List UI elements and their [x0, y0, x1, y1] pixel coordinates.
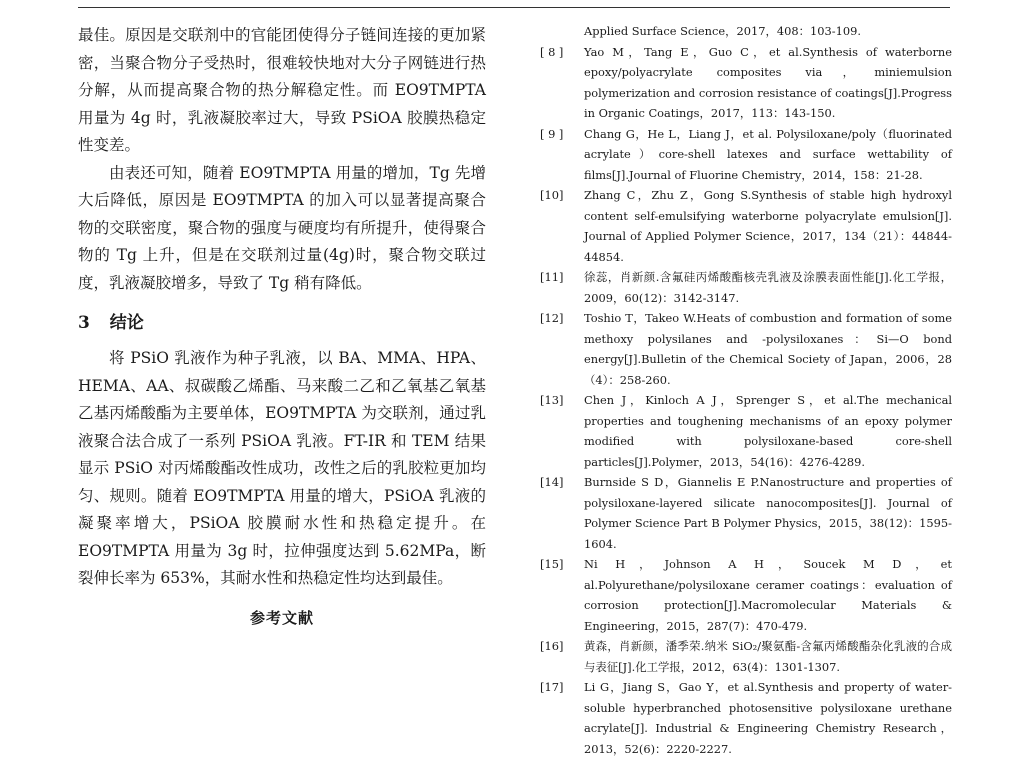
reference-number: [16]: [540, 639, 564, 653]
references-heading: 参考文献: [249, 608, 314, 627]
reference-item: [540, 185, 952, 267]
left-column: [78, 22, 486, 628]
header-rule: [78, 7, 950, 8]
reference-text: Burnside S D，Giannelis E P.Nanostructure and properties of polysiloxane-layered silicate nanocomposites[J]. Journal of Polymer Science Part B Polymer Physics，2015，38(12)：1595-1604.: [584, 475, 952, 551]
reference-number: [13]: [540, 393, 564, 407]
reference-number: [17]: [540, 680, 564, 694]
reference-number: [11]: [540, 270, 564, 284]
reference-text: 黄森，肖新颜，潘季荣.纳米 SiO₂/聚氨酯-含氟丙烯酸酯杂化乳液的合成与表征[J].化工学报，2012，63(4)：1301-1307.: [584, 639, 952, 674]
reference-text: 徐蕊，肖新颜.含氟硅丙烯酸酯核壳乳液及涂膜表面性能[J].化工学报，2009，60(12)：3142-3147.: [584, 270, 952, 305]
reference-item: [540, 267, 952, 308]
body-paragraph: 由表还可知，随着 EO9TMPTA 用量的增加，Tg 先增大后降低，原因是 EO9TMPTA 的加入可以显著提高聚合物的交联密度，聚合物的强度与硬度均有所提升，使得聚合物的 Tg 上升，但是在交联剂过量(4g)时，聚合物交联过度，乳液凝胶增多，导致了 Tg 稍有降低。: [78, 163, 486, 292]
reference-text: Applied Surface Science，2017，408：103-109.: [584, 24, 861, 38]
reference-text: Ni H，Johnson A H，Soucek M D，et al.Polyurethane/polysiloxane ceramer coatings：evaluation of corrosion protection[J].Macromolecular Materials & Engineering，2015，287(7)：470-479.: [584, 557, 952, 633]
body-paragraph: 最佳。原因是交联剂中的官能团使得分子链间连接的更加紧密，当聚合物分子受热时，很难较快地对大分子网链进行热分解，从而提高聚合物的热分解稳定性。而 EO9TMPTA 用量为 4g 时，乳液凝胶率过大，导致 PSiOA 胶膜热稳定性变差。: [78, 26, 486, 154]
reference-number: [12]: [540, 311, 564, 325]
reference-item: [540, 554, 952, 636]
section-number: 3: [78, 313, 90, 333]
reference-item: [540, 677, 952, 759]
reference-text: Chen J，Kinloch A J，Sprenger S，et al.The mechanical properties and toughening mechanisms of an epoxy polymer modified with polysiloxane-based core-shell particles[J].Polymer，2013，54(16)：4276-4289.: [584, 393, 952, 469]
reference-text: Chang G，He L，Liang J，et al. Polysiloxane/poly（fluorinated acrylate）core-shell latexes and surface wettability of films[J].Journal of Fluorine Chemistry，2014，158：21-28.: [584, 126, 952, 182]
reference-number: [ 8 ]: [540, 44, 564, 59]
reference-number: [14]: [540, 475, 564, 489]
reference-item: [540, 472, 952, 554]
reference-number: [15]: [540, 557, 564, 571]
reference-text: Li G，Jiang S，Gao Y，et al.Synthesis and property of water-soluble hyperbranched photosensitive polysiloxane urethane acrylate[J]. Industrial & Engineering Chemistry Research，2013，52(6)：2220-2227.: [584, 680, 952, 756]
reference-text: Zhang C，Zhu Z，Gong S.Synthesis of stable high hydroxyl content self-emulsifying waterborne polyacrylate emulsion[J]. Journal of Applied Polymer Science，2017，134（21）：44844-44854.: [584, 188, 952, 264]
reference-number: [10]: [540, 188, 564, 202]
section-heading: [78, 311, 486, 335]
reference-text: Yao M，Tang E，Guo C，et al.Synthesis of waterborne epoxy/polyacrylate composites via，miniemulsion polymerization and corrosion resistance of coatings[J].Progress in Organic Coatings，2017，113：143-150.: [584, 44, 952, 120]
reference-item: [540, 636, 952, 677]
reference-number: [ 9 ]: [540, 126, 564, 141]
reference-item: [540, 124, 952, 186]
body-paragraph: 将 PSiO 乳液作为种子乳液，以 BA、MMA、HPA、HEMA、AA、叔碳酸乙烯酯、马来酸二乙和乙氧基乙氧基乙基丙烯酸酯为主要单体，EO9TMPTA 为交联剂，通过乳液聚合法合成了一系列 PSiOA 乳液。FT-IR 和 TEM 结果显示 PSiO 对丙烯酸酯改性成功，改性之后的乳胶粒更加均匀、规则。随着 EO9TMPTA 用量的增大，PSiOA 乳液的凝聚率增大，PSiOA 胶膜耐水性和热稳定提升。在 EO9TMPTA 用量为 3g 时，拉伸强度达到 5.62MPa，断裂伸长率为 653%，其耐水性和热稳定性均达到最佳。: [78, 349, 486, 587]
section-title: 结论: [109, 313, 144, 333]
reference-item: [540, 42, 952, 124]
reference-text: Toshio T，Takeo W.Heats of combustion and formation of some methoxy polysilanes and -polysiloxanes：Si—O bond energy[J].Bulletin of the Chemical Society of Japan，2006，28（4）：258-260.: [584, 311, 952, 387]
reference-item: [540, 390, 952, 472]
reference-continuation: [540, 21, 952, 42]
reference-item: [540, 308, 952, 390]
reference-list: [540, 21, 952, 759]
